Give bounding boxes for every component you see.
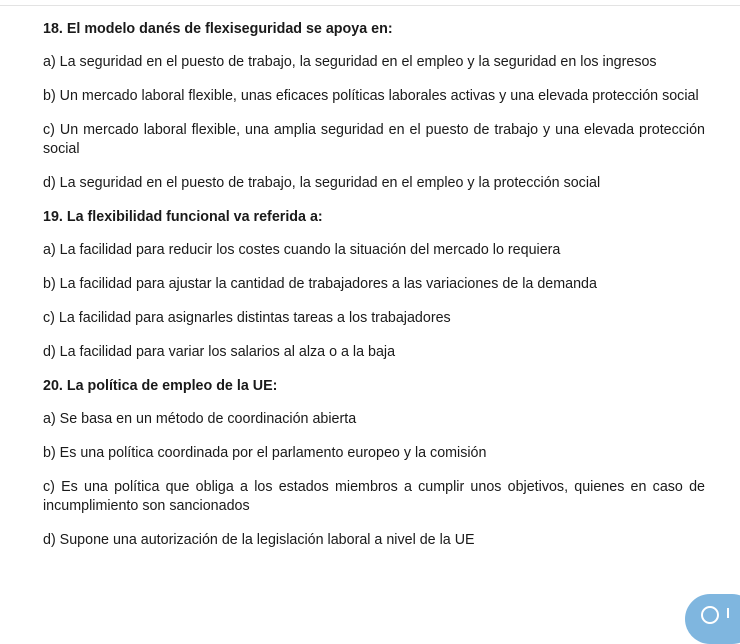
- question-18-option-d: d) La seguridad en el puesto de trabajo, la seguridad en el empleo y la protección social: [43, 175, 601, 191]
- question-19-option-b: b) La facilidad para ajustar la cantidad de trabajadores a las variaciones de la demanda: [43, 276, 597, 292]
- question-18-title: 18. El modelo danés de flexiseguridad se apoya en:: [43, 21, 393, 37]
- question-20-title: 20. La política de empleo de la UE:: [43, 378, 278, 394]
- question-20-option-c: c) Es una política que obliga a los estados miembros a cumplir unos objetivos, quienes en caso de incumplimiento son sancionados: [43, 479, 705, 514]
- question-20-option-a: a) Se basa en un método de coordinación abierta: [43, 411, 357, 427]
- question-20-option-d: d) Supone una autorización de la legislación laboral a nivel de la UE: [43, 532, 475, 548]
- question-19-option-d: d) La facilidad para variar los salarios al alza o a la baja: [43, 344, 396, 360]
- search-icon: [701, 606, 719, 624]
- question-18-option-c: c) Un mercado laboral flexible, una amplia seguridad en el puesto de trabajo y una elevada protección social: [43, 122, 705, 157]
- question-19-option-a: a) La facilidad para reducir los costes cuando la situación del mercado lo requiera: [43, 242, 561, 258]
- top-divider: [0, 5, 740, 6]
- question-18-option-b: b) Un mercado laboral flexible, unas eficaces políticas laborales activas y una elevada protección social: [43, 88, 699, 104]
- question-19-title: 19. La flexibilidad funcional va referida a:: [43, 209, 323, 225]
- question-20-option-b: b) Es una política coordinada por el parlamento europeo y la comisión: [43, 445, 487, 461]
- floating-search-button[interactable]: [685, 594, 740, 644]
- question-19-option-c: c) La facilidad para asignarles distintas tareas a los trabajadores: [43, 310, 451, 326]
- question-18-option-a: a) La seguridad en el puesto de trabajo, la seguridad en el empleo y la seguridad en los ingresos: [43, 54, 657, 70]
- tail-icon: [727, 608, 729, 618]
- question-document: [43, 20, 705, 565]
